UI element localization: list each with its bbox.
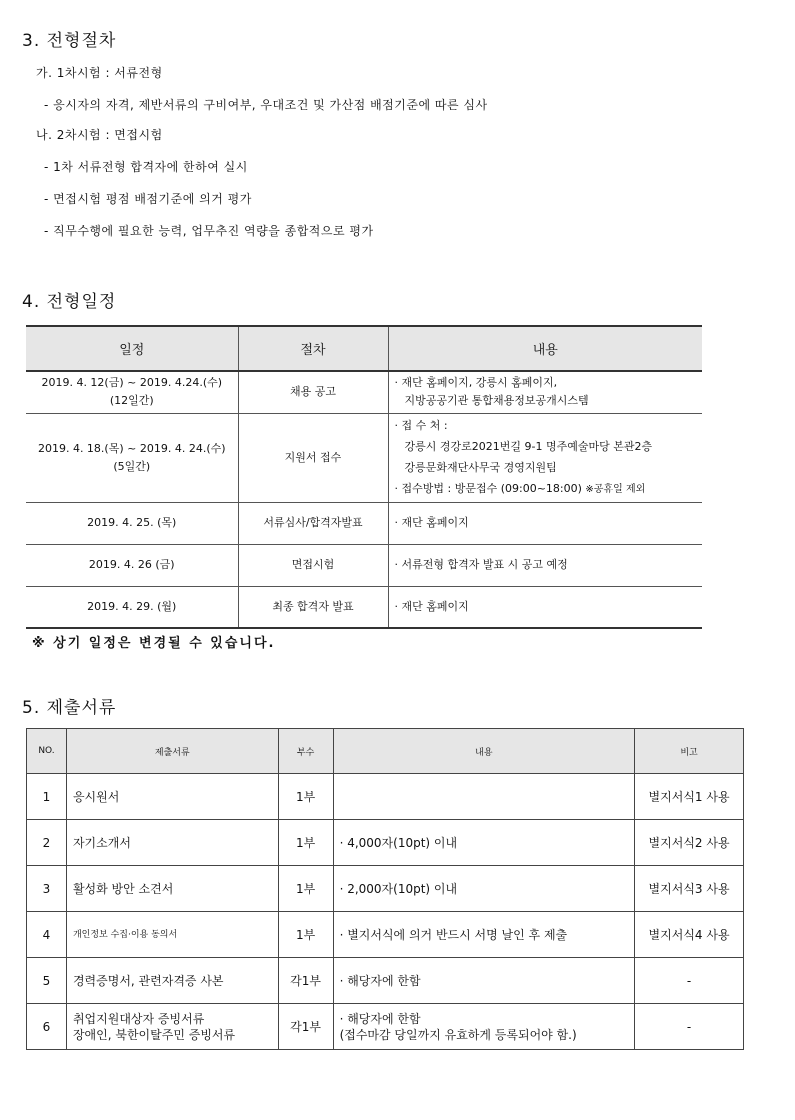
doc-name: 경력증명서, 관련자격증 사본 (66, 958, 278, 1004)
section3-line: 가. 1차시험 : 서류전형 (36, 66, 163, 80)
doc-copies: 1부 (278, 774, 333, 820)
column-header: 비고 (635, 729, 744, 774)
schedule-date: 2019. 4. 12(금) ~ 2019. 4.24.(수) (12일간) (26, 371, 238, 413)
column-header: 일정 (26, 326, 238, 371)
table-row (26, 544, 702, 586)
schedule-step: 채용 공고 (238, 371, 388, 413)
schedule-table (26, 325, 702, 629)
doc-copies: 각1부 (278, 958, 333, 1004)
section3-line: - 1차 서류전형 합격자에 한하여 실시 (44, 160, 248, 174)
section5-title: 5. 제출서류 (22, 698, 117, 718)
doc-content: · 4,000자(10pt) 이내 (333, 820, 635, 866)
table-row (27, 820, 744, 866)
doc-name: 개인정보 수집·이용 동의서 (66, 912, 278, 958)
schedule-content: · 서류전형 합격자 발표 시 공고 예정 (388, 544, 702, 586)
section3-line: 나. 2차시험 : 면접시험 (36, 128, 163, 142)
doc-remark: - (635, 1004, 744, 1050)
section4-title: 4. 전형일정 (22, 292, 117, 312)
schedule-date: 2019. 4. 26 (금) (26, 544, 238, 586)
schedule-content: · 재단 홈페이지 (388, 586, 702, 628)
doc-content: · 해당자에 한함 (접수마감 당일까지 유효하게 등록되어야 함.) (333, 1004, 635, 1050)
schedule-header-row (26, 326, 702, 371)
table-row (26, 586, 702, 628)
schedule-content: · 재단 홈페이지 (388, 502, 702, 544)
doc-name: 활성화 방안 소견서 (66, 866, 278, 912)
table-row (27, 1004, 744, 1050)
doc-name: 자기소개서 (66, 820, 278, 866)
doc-copies: 1부 (278, 912, 333, 958)
table-row (27, 958, 744, 1004)
doc-no: 1 (27, 774, 67, 820)
doc-content: · 2,000자(10pt) 이내 (333, 866, 635, 912)
schedule-step: 지원서 접수 (238, 413, 388, 502)
table-row (26, 371, 702, 413)
doc-remark: 별지서식3 사용 (635, 866, 744, 912)
doc-no: 2 (27, 820, 67, 866)
column-header: 절차 (238, 326, 388, 371)
doc-no: 5 (27, 958, 67, 1004)
doc-no: 3 (27, 866, 67, 912)
table-row (27, 774, 744, 820)
doc-copies: 각1부 (278, 1004, 333, 1050)
doc-remark: 별지서식2 사용 (635, 820, 744, 866)
schedule-step: 서류심사/합격자발표 (238, 502, 388, 544)
column-header: NO. (27, 729, 67, 774)
doc-remark: 별지서식1 사용 (635, 774, 744, 820)
doc-name: 응시원서 (66, 774, 278, 820)
doc-no: 4 (27, 912, 67, 958)
column-header: 제출서류 (66, 729, 278, 774)
schedule-date: 2019. 4. 29. (월) (26, 586, 238, 628)
doc-content: · 별지서식에 의거 반드시 서명 날인 후 제출 (333, 912, 635, 958)
schedule-note: ※ 상기 일정은 변경될 수 있습니다. (32, 636, 276, 651)
section3-line: - 직무수행에 필요한 능력, 업무추진 역량을 종합적으로 평가 (44, 224, 374, 238)
schedule-date: 2019. 4. 18.(목) ~ 2019. 4. 24.(수) (5일간) (26, 413, 238, 502)
doc-content (333, 774, 635, 820)
doc-remark: - (635, 958, 744, 1004)
table-row (27, 912, 744, 958)
column-header: 내용 (333, 729, 635, 774)
table-row (26, 413, 702, 502)
column-header: 부수 (278, 729, 333, 774)
section3-line: - 면접시험 평점 배점기준에 의거 평가 (44, 192, 252, 206)
doc-copies: 1부 (278, 866, 333, 912)
schedule-step: 최종 합격자 발표 (238, 586, 388, 628)
schedule-content: · 접 수 처 : 강릉시 경강로2021번길 9-1 명주예술마당 본관2층 강릉문화재단사무국 경영지원팀 · 접수방법 : 방문접수 (09:00~18:00) ※공휴일 제외 (388, 413, 702, 502)
schedule-date: 2019. 4. 25. (목) (26, 502, 238, 544)
schedule-step: 면접시험 (238, 544, 388, 586)
section3-line: - 응시자의 자격, 제반서류의 구비여부, 우대조건 및 가산점 배점기준에 따른 심사 (44, 98, 488, 112)
documents-header-row (27, 729, 744, 774)
doc-no: 6 (27, 1004, 67, 1050)
column-header: 내용 (388, 326, 702, 371)
doc-copies: 1부 (278, 820, 333, 866)
section3-title: 3. 전형절차 (22, 31, 117, 51)
documents-table (26, 728, 744, 1050)
doc-name: 취업지원대상자 증빙서류 장애인, 북한이탈주민 증빙서류 (66, 1004, 278, 1050)
schedule-content: · 재단 홈페이지, 강릉시 홈페이지, 지방공공기관 통합채용정보공개시스템 (388, 371, 702, 413)
doc-remark: 별지서식4 사용 (635, 912, 744, 958)
table-row (27, 866, 744, 912)
doc-content: · 해당자에 한함 (333, 958, 635, 1004)
table-row (26, 502, 702, 544)
